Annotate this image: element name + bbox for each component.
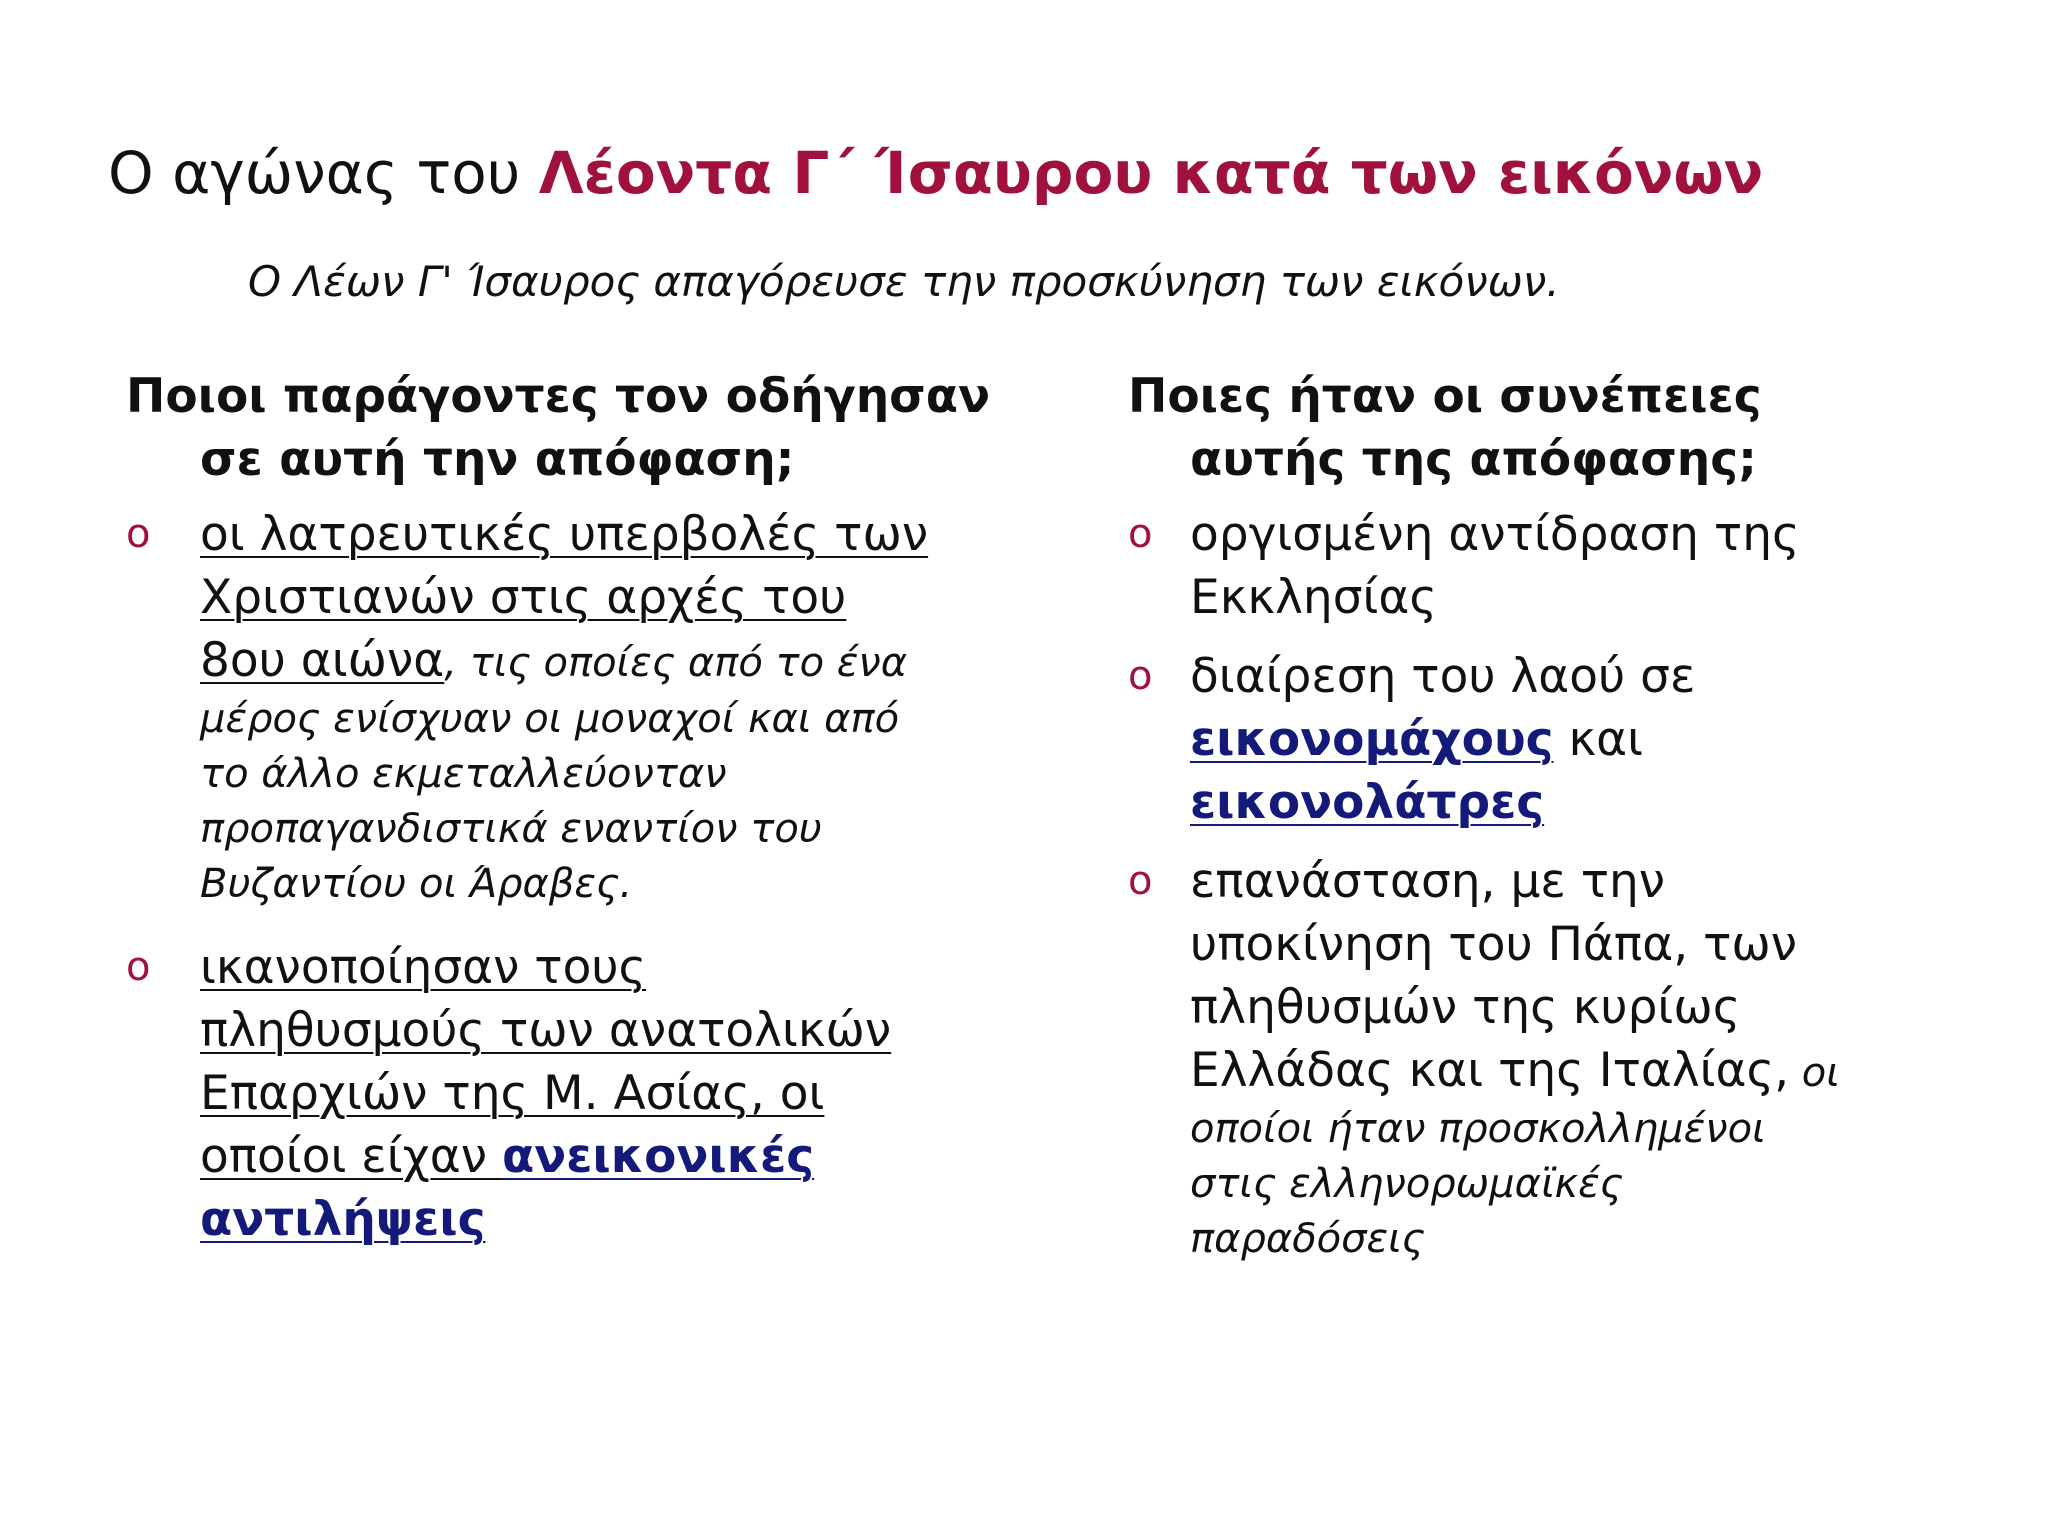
bullet-marker: o <box>126 944 151 990</box>
bullet-marker: o <box>126 511 151 557</box>
left-b1-note-line2: μέρος ενίσχυαν οι μοναχοί και από <box>200 696 900 742</box>
left-heading-line2: σε αυτή την απόφαση; <box>200 432 795 487</box>
left-b1-line2: Χριστιανών στις αρχές του <box>200 570 847 625</box>
right-column-heading <box>1128 365 2028 491</box>
left-b2-line3: Επαρχιών της Μ. Ασίας, οι <box>200 1066 825 1121</box>
right-column <box>1128 365 2028 1267</box>
term-antilipseis[interactable]: αντιλήψεις <box>200 1192 486 1247</box>
left-b1-note-line1: , τις οποίες από το ένα <box>444 640 908 686</box>
right-b3-line1: επανάσταση, με την <box>1190 854 1666 909</box>
right-bullet-2 <box>1128 645 2028 834</box>
title-highlight: Λέοντα Γ΄ Ίσαυρου κατά των εικόνων <box>538 139 1764 207</box>
left-b1-note-line5: Βυζαντίου οι Άραβες. <box>200 861 633 907</box>
right-heading-line2: αυτής της απόφασης; <box>1190 432 1757 487</box>
right-b3-line4: Ελλάδας και της Ιταλίας, <box>1190 1043 1790 1098</box>
right-b1-line1: οργισμένη αντίδραση της <box>1190 507 1800 562</box>
right-b2-line1: διαίρεση του λαού σε <box>1190 649 1696 704</box>
left-b1-note-line4: προπαγανδιστικά εναντίον του <box>200 806 822 852</box>
slide-subtitle: Ο Λέων Γ' Ίσαυρος απαγόρευσε την προσκύνηση των εικόνων. <box>248 257 1560 306</box>
bullet-marker: o <box>1128 653 1153 699</box>
left-heading-line1: Ποιοι παράγοντες τον οδήγησαν <box>126 369 991 424</box>
left-bullet-list <box>126 503 1026 1251</box>
right-b3-note-line2: οποίοι ήταν προσκολλημένοι <box>1190 1106 1766 1152</box>
left-bullet-1 <box>126 503 1026 912</box>
right-heading-line1: Ποιες ήταν οι συνέπειες <box>1128 369 1762 424</box>
right-b3-note-line4: παραδόσεις <box>1190 1216 1426 1262</box>
bullet-marker: o <box>1128 858 1153 904</box>
right-bullet-1 <box>1128 503 2028 629</box>
left-column-heading <box>126 365 1026 491</box>
left-b1-line1: οι λατρευτικές υπερβολές των <box>200 507 929 562</box>
right-b1-line2: Εκκλησίας <box>1190 570 1437 625</box>
left-b1-line3: 8ου αιώνα <box>200 633 445 688</box>
left-column <box>126 365 1026 1251</box>
right-bullet-3 <box>1128 850 2028 1267</box>
right-b2-connector: και <box>1553 712 1644 767</box>
term-aneikonikes[interactable]: ανεικονικές <box>501 1129 815 1184</box>
right-bullet-list <box>1128 503 2028 1267</box>
left-b2-line1: ικανοποίησαν τους <box>200 940 647 995</box>
bullet-marker: o <box>1128 511 1153 557</box>
right-b3-note-line3: στις ελληνορωμαϊκές <box>1190 1161 1624 1207</box>
left-bullet-2 <box>126 936 1026 1251</box>
title-prefix: Ο αγώνας του <box>108 139 539 207</box>
right-b3-line3: πληθυσμών της κυρίως <box>1190 980 1741 1035</box>
left-b2-line2: πληθυσμούς των ανατολικών <box>200 1003 892 1058</box>
left-b1-note-line3: το άλλο εκμεταλλεύονταν <box>200 751 727 797</box>
slide-title <box>108 128 1763 218</box>
left-b2-line4: οποίοι είχαν <box>200 1129 502 1184</box>
term-eikonolatres[interactable]: εικονολάτρες <box>1190 775 1545 830</box>
right-b3-line2: υποκίνηση του Πάπα, των <box>1190 917 1797 972</box>
term-eikonomachous[interactable]: εικονομάχους <box>1190 712 1554 767</box>
right-b3-note-line1: οι <box>1789 1050 1840 1096</box>
